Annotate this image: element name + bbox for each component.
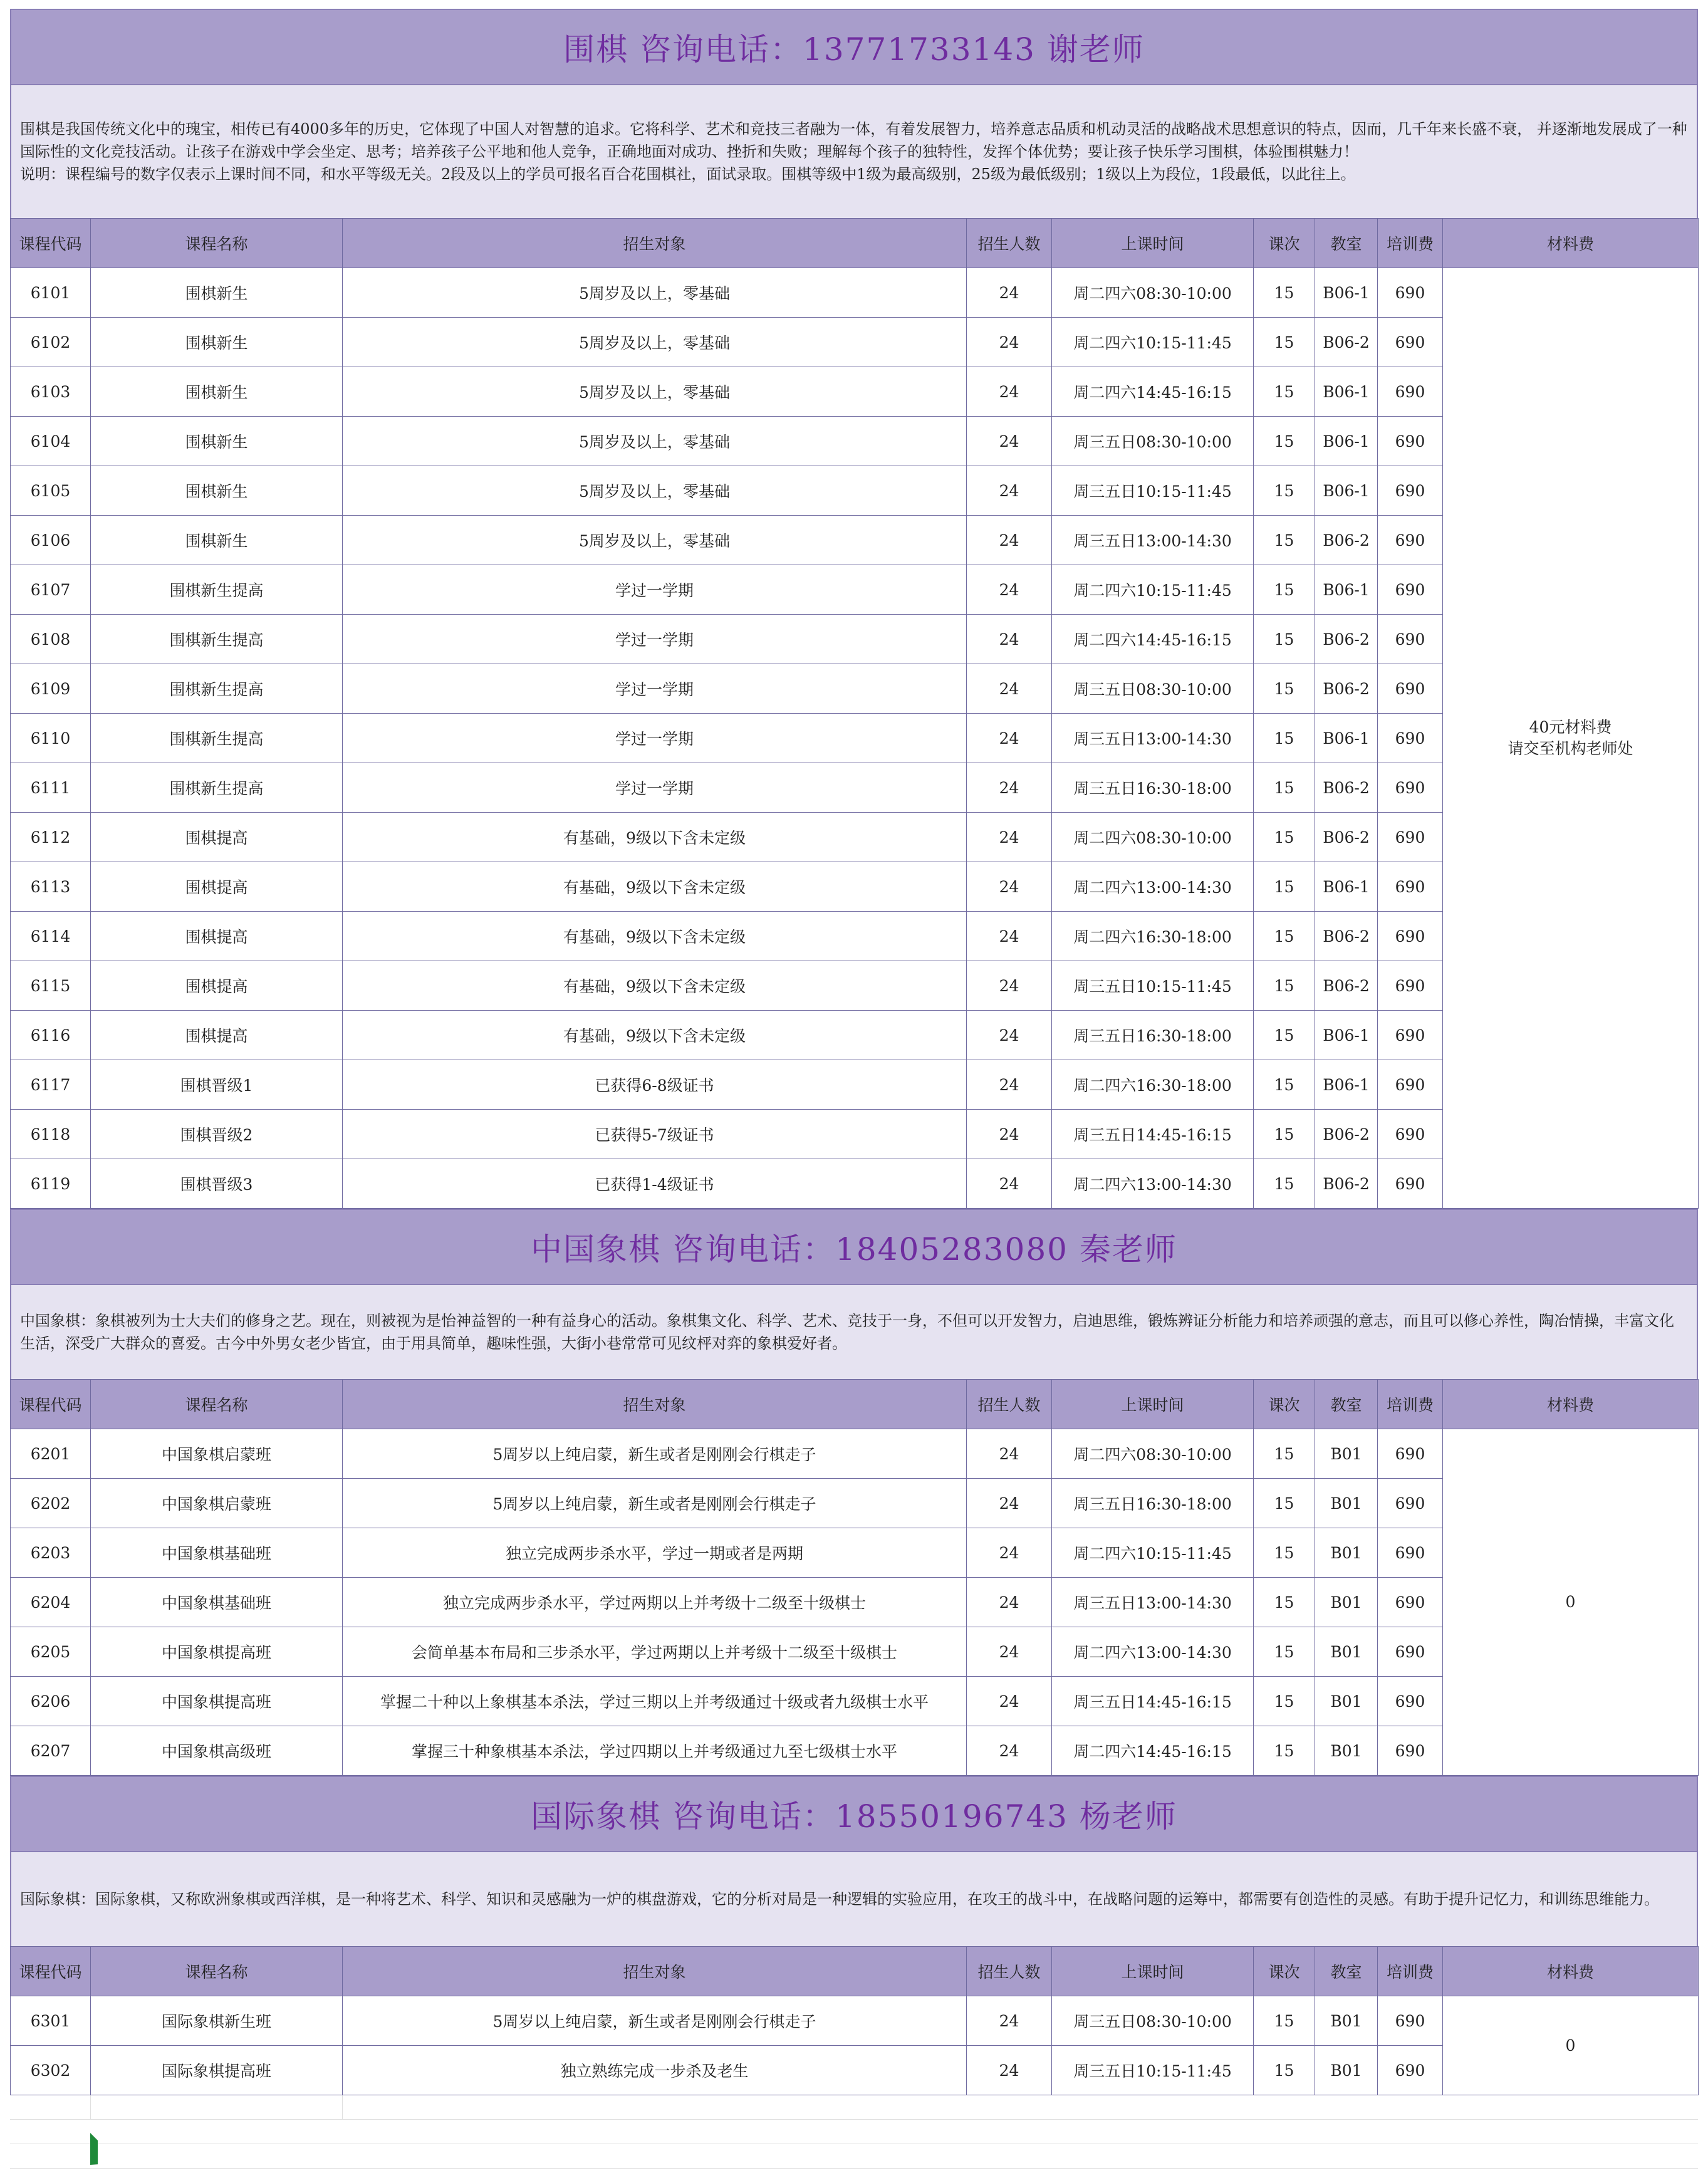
cell-target[interactable]: 5周岁及以上，零基础 [343,417,967,466]
cell-time[interactable]: 周三五日16:30-18:00 [1052,1011,1254,1060]
cell-fee[interactable]: 690 [1378,763,1443,813]
cell-sessions[interactable]: 15 [1254,763,1315,813]
cell-target[interactable]: 5周岁及以上，零基础 [343,367,967,417]
cell-sessions[interactable]: 15 [1254,318,1315,367]
cell-time[interactable]: 周三五日13:00-14:30 [1052,714,1254,763]
column-header-name[interactable]: 课程名称 [91,219,343,268]
cell-name[interactable]: 围棋新生提高 [91,615,343,664]
cell-time[interactable]: 周三五日14:45-16:15 [1052,1677,1254,1726]
column-header-target[interactable]: 招生对象 [343,1380,967,1429]
cell-room[interactable]: B06-2 [1315,516,1378,565]
cell-name[interactable]: 国际象棋新生班 [91,1996,343,2046]
cell-code[interactable]: 6206 [11,1677,91,1726]
cell-time[interactable]: 周二四六10:15-11:45 [1052,565,1254,615]
table-row [11,1429,1699,1479]
cell-target[interactable]: 有基础，9级以下含未定级 [343,862,967,912]
cell-fee[interactable]: 690 [1378,1677,1443,1726]
cell-target[interactable]: 学过一学期 [343,714,967,763]
cell-name[interactable]: 中国象棋提高班 [91,1627,343,1677]
material-fee-line: 40元材料费 [1529,718,1612,736]
material-fee-line: 0 [1565,2036,1576,2055]
cell-room[interactable]: B01 [1315,1578,1378,1627]
cell-time[interactable]: 周三五日10:15-11:45 [1052,961,1254,1011]
cell-fee[interactable]: 690 [1378,1011,1443,1060]
cell-code[interactable]: 6116 [11,1011,91,1060]
cell-code[interactable]: 6103 [11,367,91,417]
column-header-target[interactable]: 招生对象 [343,219,967,268]
cell-time[interactable]: 周二四六10:15-11:45 [1052,318,1254,367]
cell-room[interactable]: B06-1 [1315,565,1378,615]
material-fee-line: 请交至机构老师处 [1508,739,1633,758]
cell-target[interactable]: 学过一学期 [343,615,967,664]
empty-row [10,2120,1698,2144]
cell-name[interactable]: 围棋提高 [91,813,343,862]
cell-fee[interactable]: 690 [1378,1578,1443,1627]
cell-target[interactable]: 独立熟练完成一步杀及老生 [343,2046,967,2095]
cell-fee[interactable]: 690 [1378,1528,1443,1578]
cell-sessions[interactable]: 15 [1254,1429,1315,1479]
cell-target[interactable]: 5周岁及以上，零基础 [343,466,967,516]
header-row [11,219,1699,268]
cell-capacity[interactable]: 24 [967,1726,1052,1776]
cell-fee[interactable]: 690 [1378,1726,1443,1776]
cell-code[interactable]: 6107 [11,565,91,615]
cell-time[interactable]: 周三五日16:30-18:00 [1052,1479,1254,1528]
section-title: 围棋 咨询电话：13771733143 谢老师 [10,9,1698,85]
cell-code[interactable]: 6108 [11,615,91,664]
cell-sessions[interactable]: 15 [1254,417,1315,466]
cell-capacity[interactable]: 24 [967,1677,1052,1726]
cell-fee[interactable]: 690 [1378,961,1443,1011]
column-header-room[interactable]: 教室 [1315,1947,1378,1996]
cell-fee[interactable]: 690 [1378,714,1443,763]
cell-room[interactable]: B06-2 [1315,615,1378,664]
cell-code[interactable]: 6117 [11,1060,91,1110]
cell-time[interactable]: 周三五日16:30-18:00 [1052,763,1254,813]
cell-fee[interactable]: 690 [1378,664,1443,714]
cell-name[interactable]: 围棋新生 [91,268,343,318]
cell-target[interactable]: 5周岁及以上，零基础 [343,516,967,565]
cell-name[interactable]: 围棋新生 [91,516,343,565]
column-header-target[interactable]: 招生对象 [343,1947,967,1996]
cell-target[interactable]: 学过一学期 [343,664,967,714]
cell-fee[interactable]: 690 [1378,1996,1443,2046]
cell-code[interactable]: 6110 [11,714,91,763]
cell-fee[interactable]: 690 [1378,1479,1443,1528]
cell-name[interactable]: 中国象棋基础班 [91,1528,343,1578]
cell-room[interactable]: B06-2 [1315,1159,1378,1209]
cell-room[interactable]: B01 [1315,1479,1378,1528]
cell-time[interactable]: 周二四六08:30-10:00 [1052,1429,1254,1479]
cell-target[interactable]: 独立完成两步杀水平，学过两期以上并考级十二级至十级棋士 [343,1578,967,1627]
cell-capacity[interactable]: 24 [967,862,1052,912]
cell-sessions[interactable]: 15 [1254,1578,1315,1627]
cell-time[interactable]: 周三五日10:15-11:45 [1052,466,1254,516]
spreadsheet [10,9,1698,2095]
cell-target[interactable]: 有基础，9级以下含未定级 [343,912,967,961]
cell-time[interactable]: 周二四六13:00-14:30 [1052,862,1254,912]
cell-room[interactable]: B01 [1315,1528,1378,1578]
cell-time[interactable]: 周三五日08:30-10:00 [1052,1996,1254,2046]
cell-name[interactable]: 中国象棋基础班 [91,1578,343,1627]
cell-sessions[interactable]: 15 [1254,2046,1315,2095]
cell-target[interactable]: 学过一学期 [343,763,967,813]
cell-room[interactable]: B06-2 [1315,318,1378,367]
cell-code[interactable]: 6109 [11,664,91,714]
cell-room[interactable]: B06-1 [1315,1060,1378,1110]
cell-capacity[interactable]: 24 [967,1060,1052,1110]
cell-fee[interactable]: 690 [1378,268,1443,318]
cell-time[interactable]: 周二四六08:30-10:00 [1052,813,1254,862]
cell-code[interactable]: 6111 [11,763,91,813]
column-header-time[interactable]: 上课时间 [1052,1380,1254,1429]
cell-target[interactable]: 独立完成两步杀水平，学过一期或者是两期 [343,1528,967,1578]
column-header-code[interactable]: 课程代码 [11,219,91,268]
cell-sessions[interactable]: 15 [1254,516,1315,565]
cell-name[interactable]: 围棋新生 [91,417,343,466]
cell-code[interactable]: 6106 [11,516,91,565]
cell-capacity[interactable]: 24 [967,1429,1052,1479]
empty-grid [10,2095,1698,2169]
cell-time[interactable]: 周二四六16:30-18:00 [1052,912,1254,961]
cell-target[interactable]: 5周岁以上纯启蒙，新生或者是刚刚会行棋走子 [343,1429,967,1479]
cell-sessions[interactable]: 15 [1254,1996,1315,2046]
section-description [10,85,1698,218]
cell-code[interactable]: 6112 [11,813,91,862]
course-table [10,1379,1699,1776]
column-header-capacity[interactable]: 招生人数 [967,1380,1052,1429]
cell-target[interactable]: 有基础，9级以下含未定级 [343,813,967,862]
cell-room[interactable]: B06-2 [1315,961,1378,1011]
cell-room[interactable]: B01 [1315,2046,1378,2095]
cell-time[interactable]: 周二四六14:45-16:15 [1052,367,1254,417]
cell-code[interactable]: 6204 [11,1578,91,1627]
course-table [10,1946,1699,2095]
cell-code[interactable]: 6202 [11,1479,91,1528]
cell-room[interactable]: B01 [1315,1627,1378,1677]
column-header-name[interactable]: 课程名称 [91,1380,343,1429]
cell-sessions[interactable]: 15 [1254,664,1315,714]
cell-code[interactable]: 6101 [11,268,91,318]
cell-sessions[interactable]: 15 [1254,714,1315,763]
column-header-sessions[interactable]: 课次 [1254,1947,1315,1996]
description-paragraph: 围棋是我国传统文化中的瑰宝，相传已有4000多年的历史，它体现了中国人对智慧的追求。它将科学、艺术和竞技三者融为一体，有着发展智力，培养意志品质和机动灵活的战略战术思想意识的特点，因而，几千年来长盛不衰， 并逐渐地发展成了一种国际性的文化竞技活动。让孩子在游戏中学会坐定、思考；培养孩子公平地和他人竞争，正确地面对成功、挫折和失败；理解每个孩子的独特性，发挥个体优势；要让孩子快乐学习围棋，体验围棋魅力！ [20,120,1687,160]
cell-target[interactable]: 已获得6-8级证书 [343,1060,967,1110]
cell-time[interactable]: 周三五日08:30-10:00 [1052,664,1254,714]
cell-time[interactable]: 周二四六14:45-16:15 [1052,1726,1254,1776]
cell-name[interactable]: 围棋提高 [91,912,343,961]
cell-fee[interactable]: 690 [1378,318,1443,367]
cell-fee[interactable]: 690 [1378,1159,1443,1209]
cell-code[interactable]: 6118 [11,1110,91,1159]
cell-name[interactable]: 中国象棋提高班 [91,1677,343,1726]
cell-capacity[interactable]: 24 [967,763,1052,813]
cell-room[interactable]: B06-2 [1315,912,1378,961]
cell-room[interactable]: B06-1 [1315,268,1378,318]
cell-sessions[interactable]: 15 [1254,1110,1315,1159]
column-header-code[interactable]: 课程代码 [11,1380,91,1429]
cell-time[interactable]: 周二四六13:00-14:30 [1052,1159,1254,1209]
cell-code[interactable]: 6105 [11,466,91,516]
cell-indicator-mark [90,2133,98,2165]
cell-capacity[interactable]: 24 [967,1528,1052,1578]
cell-room[interactable]: B06-2 [1315,763,1378,813]
section-description [10,1285,1698,1379]
cell-capacity[interactable]: 24 [967,417,1052,466]
column-header-capacity[interactable]: 招生人数 [967,219,1052,268]
section-title: 中国象棋 咨询电话：18405283080 秦老师 [10,1209,1698,1285]
cell-capacity[interactable]: 24 [967,1011,1052,1060]
cell-sessions[interactable]: 15 [1254,1159,1315,1209]
cell-capacity[interactable]: 24 [967,1996,1052,2046]
cell-capacity[interactable]: 24 [967,615,1052,664]
cell-sessions[interactable]: 15 [1254,466,1315,516]
cell-fee[interactable]: 690 [1378,1627,1443,1677]
cell-sessions[interactable]: 15 [1254,1726,1315,1776]
cell-room[interactable]: B06-1 [1315,466,1378,516]
section-description [10,1852,1698,1946]
cell-fee[interactable]: 690 [1378,565,1443,615]
cell-target[interactable]: 学过一学期 [343,565,967,615]
cell-fee[interactable]: 690 [1378,912,1443,961]
column-header-name[interactable]: 课程名称 [91,1947,343,1996]
cell-capacity[interactable]: 24 [967,516,1052,565]
cell-name[interactable]: 围棋晋级1 [91,1060,343,1110]
cell-capacity[interactable]: 24 [967,912,1052,961]
cell-target[interactable]: 5周岁及以上，零基础 [343,268,967,318]
cell-name[interactable]: 围棋晋级3 [91,1159,343,1209]
cell-name[interactable]: 围棋提高 [91,862,343,912]
column-header-code[interactable]: 课程代码 [11,1947,91,1996]
column-header-material[interactable]: 材料费 [1443,1947,1699,1996]
table-row [11,268,1699,318]
cell-capacity[interactable]: 24 [967,1479,1052,1528]
column-header-capacity[interactable]: 招生人数 [967,1947,1052,1996]
cell-code[interactable]: 6203 [11,1528,91,1578]
cell-time[interactable]: 周二四六13:00-14:30 [1052,1627,1254,1677]
cell-capacity[interactable]: 24 [967,318,1052,367]
cell-time[interactable]: 周三五日08:30-10:00 [1052,417,1254,466]
column-header-time[interactable]: 上课时间 [1052,219,1254,268]
cell-code[interactable]: 6115 [11,961,91,1011]
cell-room[interactable]: B01 [1315,1429,1378,1479]
cell-room[interactable]: B06-2 [1315,813,1378,862]
column-header-sessions[interactable]: 课次 [1254,219,1315,268]
cell-time[interactable]: 周二四六16:30-18:00 [1052,1060,1254,1110]
cell-capacity[interactable]: 24 [967,1578,1052,1627]
cell-room[interactable]: B06-1 [1315,367,1378,417]
cell-sessions[interactable]: 15 [1254,912,1315,961]
table-row [11,1996,1699,2046]
column-header-time[interactable]: 上课时间 [1052,1947,1254,1996]
cell-fee[interactable]: 690 [1378,516,1443,565]
cell-capacity[interactable]: 24 [967,1627,1052,1677]
cell-target[interactable]: 5周岁及以上，零基础 [343,318,967,367]
grid-line [342,2095,343,2120]
description-paragraph: 国际象棋：国际象棋，又称欧洲象棋或西洋棋，是一种将艺术、科学、知识和灵感融为一炉的棋盘游戏，它的分析对局是一种逻辑的实验应用，在攻王的战斗中，在战略问题的运筹中，都需要有创造性的灵感。有助于提升记忆力，和训练思维能力。 [20,1890,1659,1908]
cell-fee[interactable]: 690 [1378,2046,1443,2095]
cell-name[interactable]: 围棋新生 [91,318,343,367]
cell-code[interactable]: 6119 [11,1159,91,1209]
column-header-fee[interactable]: 培训费 [1378,219,1443,268]
cell-sessions[interactable]: 15 [1254,1060,1315,1110]
header-row [11,1380,1699,1429]
cell-capacity[interactable]: 24 [967,664,1052,714]
cell-sessions[interactable]: 15 [1254,813,1315,862]
cell-code[interactable]: 6104 [11,417,91,466]
cell-room[interactable]: B01 [1315,1996,1378,2046]
cell-code[interactable]: 6114 [11,912,91,961]
cell-capacity[interactable]: 24 [967,1110,1052,1159]
cell-name[interactable]: 围棋新生提高 [91,763,343,813]
cell-time[interactable]: 周二四六08:30-10:00 [1052,268,1254,318]
cell-target[interactable]: 有基础，9级以下含未定级 [343,961,967,1011]
cell-target[interactable]: 5周岁以上纯启蒙，新生或者是刚刚会行棋走子 [343,1479,967,1528]
column-header-room[interactable]: 教室 [1315,1380,1378,1429]
cell-target[interactable]: 已获得5-7级证书 [343,1110,967,1159]
cell-fee[interactable]: 690 [1378,466,1443,516]
cell-room[interactable]: B06-1 [1315,1011,1378,1060]
cell-name[interactable]: 围棋晋级2 [91,1110,343,1159]
cell-room[interactable]: B06-1 [1315,417,1378,466]
column-header-sessions[interactable]: 课次 [1254,1380,1315,1429]
cell-code[interactable]: 6207 [11,1726,91,1776]
cell-fee[interactable]: 690 [1378,862,1443,912]
cell-room[interactable]: B06-1 [1315,714,1378,763]
cell-fee[interactable]: 690 [1378,1110,1443,1159]
description-paragraph: 中国象棋：象棋被列为士大夫们的修身之艺。现在，则被视为是怡神益智的一种有益身心的活动。象棋集文化、科学、艺术、竞技于一身，不但可以开发智力，启迪思维，锻炼辨证分析能力和培养顽强的意志，而且可以修心养性，陶冶情操，丰富文化生活，深受广大群众的喜爱。古今中外男女老少皆宜，由于用具简单，趣味性强，大街小巷常常可见纹枰对弈的象棋爱好者。 [20,1312,1674,1352]
cell-sessions[interactable]: 15 [1254,1011,1315,1060]
cell-time[interactable]: 周三五日13:00-14:30 [1052,1578,1254,1627]
cell-name[interactable]: 围棋提高 [91,1011,343,1060]
cell-time[interactable]: 周三五日13:00-14:30 [1052,516,1254,565]
cell-name[interactable]: 围棋新生提高 [91,565,343,615]
column-header-fee[interactable]: 培训费 [1378,1380,1443,1429]
cell-fee[interactable]: 690 [1378,813,1443,862]
cell-capacity[interactable]: 24 [967,466,1052,516]
grid-line [90,2095,91,2120]
cell-name[interactable]: 围棋新生 [91,367,343,417]
cell-fee[interactable]: 690 [1378,417,1443,466]
cell-fee[interactable]: 690 [1378,615,1443,664]
cell-capacity[interactable]: 24 [967,714,1052,763]
cell-fee[interactable]: 690 [1378,1060,1443,1110]
cell-time[interactable]: 周三五日10:15-11:45 [1052,2046,1254,2095]
cell-time[interactable]: 周二四六10:15-11:45 [1052,1528,1254,1578]
cell-name[interactable]: 中国象棋高级班 [91,1726,343,1776]
cell-material-fee[interactable] [1443,1429,1699,1776]
cell-capacity[interactable]: 24 [967,268,1052,318]
cell-capacity[interactable]: 24 [967,1159,1052,1209]
cell-code[interactable]: 6301 [11,1996,91,2046]
section-title: 国际象棋 咨询电话：18550196743 杨老师 [10,1776,1698,1852]
cell-sessions[interactable]: 15 [1254,367,1315,417]
cell-name[interactable]: 围棋新生 [91,466,343,516]
cell-sessions[interactable]: 15 [1254,1479,1315,1528]
cell-room[interactable]: B06-1 [1315,862,1378,912]
cell-sessions[interactable]: 15 [1254,961,1315,1011]
cell-target[interactable]: 有基础，9级以下含未定级 [343,1011,967,1060]
description-paragraph: 说明：课程编号的数字仅表示上课时间不同，和水平等级无关。2段及以上的学员可报名百合花围棋社，面试录取。围棋等级中1级为最高级别，25级为最低级别；1级以上为段位，1段最低，以此往上。 [20,165,1356,183]
cell-material-fee[interactable] [1443,1996,1699,2095]
cell-capacity[interactable]: 24 [967,565,1052,615]
cell-name[interactable]: 围棋新生提高 [91,714,343,763]
cell-code[interactable]: 6102 [11,318,91,367]
empty-row [10,2095,1698,2120]
cell-capacity[interactable]: 24 [967,813,1052,862]
course-table [10,218,1699,1209]
cell-capacity[interactable]: 24 [967,2046,1052,2095]
cell-sessions[interactable]: 15 [1254,862,1315,912]
column-header-material[interactable]: 材料费 [1443,1380,1699,1429]
cell-name[interactable]: 国际象棋提高班 [91,2046,343,2095]
cell-sessions[interactable]: 15 [1254,1677,1315,1726]
cell-name[interactable]: 围棋提高 [91,961,343,1011]
cell-material-fee[interactable] [1443,268,1699,1209]
cell-time[interactable]: 周二四六14:45-16:15 [1052,615,1254,664]
material-fee-line: 0 [1565,1593,1576,1611]
cell-code[interactable]: 6302 [11,2046,91,2095]
cell-time[interactable]: 周三五日14:45-16:15 [1052,1110,1254,1159]
cell-capacity[interactable]: 24 [967,367,1052,417]
column-header-material[interactable]: 材料费 [1443,219,1699,268]
cell-sessions[interactable]: 15 [1254,565,1315,615]
cell-sessions[interactable]: 15 [1254,615,1315,664]
header-row [11,1947,1699,1996]
cell-name[interactable]: 中国象棋启蒙班 [91,1479,343,1528]
cell-sessions[interactable]: 15 [1254,1627,1315,1677]
cell-sessions[interactable]: 15 [1254,268,1315,318]
cell-sessions[interactable]: 15 [1254,1528,1315,1578]
cell-target[interactable]: 掌握三十种象棋基本杀法，学过四期以上并考级通过九至七级棋士水平 [343,1726,967,1776]
cell-name[interactable]: 围棋新生提高 [91,664,343,714]
empty-row [10,2144,1698,2169]
cell-code[interactable]: 6201 [11,1429,91,1479]
cell-room[interactable]: B01 [1315,1677,1378,1726]
cell-room[interactable]: B01 [1315,1726,1378,1776]
cell-target[interactable]: 会简单基本布局和三步杀水平，学过两期以上并考级十二级至十级棋士 [343,1627,967,1677]
cell-code[interactable]: 6113 [11,862,91,912]
cell-fee[interactable]: 690 [1378,1429,1443,1479]
cell-fee[interactable]: 690 [1378,367,1443,417]
column-header-fee[interactable]: 培训费 [1378,1947,1443,1996]
cell-target[interactable]: 已获得1-4级证书 [343,1159,967,1209]
cell-name[interactable]: 中国象棋启蒙班 [91,1429,343,1479]
cell-code[interactable]: 6205 [11,1627,91,1677]
column-header-room[interactable]: 教室 [1315,219,1378,268]
cell-target[interactable]: 5周岁以上纯启蒙，新生或者是刚刚会行棋走子 [343,1996,967,2046]
cell-target[interactable]: 掌握二十种以上象棋基本杀法，学过三期以上并考级通过十级或者九级棋士水平 [343,1677,967,1726]
cell-room[interactable]: B06-2 [1315,1110,1378,1159]
cell-capacity[interactable]: 24 [967,961,1052,1011]
cell-room[interactable]: B06-2 [1315,664,1378,714]
